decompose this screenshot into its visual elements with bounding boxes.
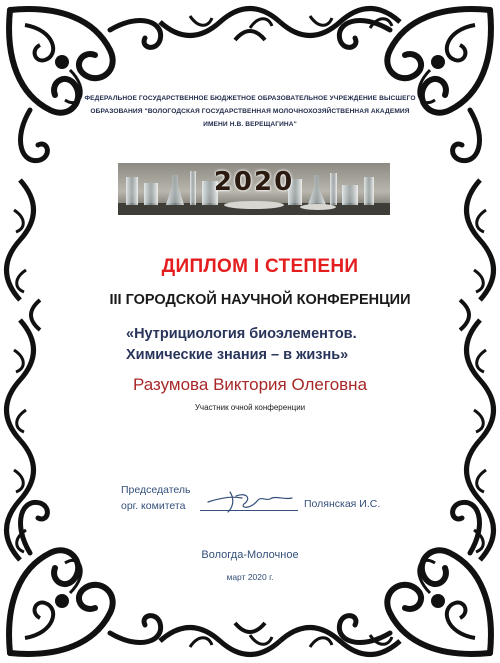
signatory-name: Полянская И.С.: [304, 498, 381, 510]
signatory-role: [121, 482, 191, 514]
recipient-name: Разумова Виктория Олеговна: [132, 375, 368, 394]
participation-type: Участник очной конференции: [194, 403, 306, 412]
conference-topic: [126, 324, 446, 366]
organization-header: [80, 92, 420, 131]
conference-name: III ГОРОДСКОЙ НАУЧНОЙ КОНФЕРЕНЦИИ: [109, 292, 411, 308]
signature-line: [200, 510, 298, 511]
signatory-role-line-2: орг. комитета: [121, 500, 186, 512]
topic-line-2: Химические знания – в жизнь»: [126, 347, 349, 363]
issue-date: март 2020 г.: [226, 572, 274, 582]
organization-line-3: ИМЕНИ Н.В. ВЕРЕЩАГИНА": [203, 121, 297, 128]
signatory-role-line-1: Председатель: [121, 484, 191, 496]
organization-line-1: ФЕДЕРАЛЬНОЕ ГОСУДАРСТВЕННОЕ БЮДЖЕТНОЕ ОБРАЗОВАТЕЛЬНОЕ УЧРЕЖДЕНИЕ ВЫСШЕГО: [84, 95, 416, 102]
banner-year: 2020: [213, 167, 295, 197]
topic-line-1: «Нутрициология биоэлементов.: [126, 326, 357, 342]
laboratory-glassware-banner: [118, 163, 390, 215]
city: Вологда-Молочное: [201, 549, 299, 561]
organization-line-2: ОБРАЗОВАНИЯ "ВОЛОГОДСКАЯ ГОСУДАРСТВЕННАЯ МОЛОЧНОХОЗЯЙСТВЕННАЯ АКАДЕМИЯ: [90, 108, 410, 115]
diploma-title: ДИПЛОМ I СТЕПЕНИ: [161, 256, 359, 277]
